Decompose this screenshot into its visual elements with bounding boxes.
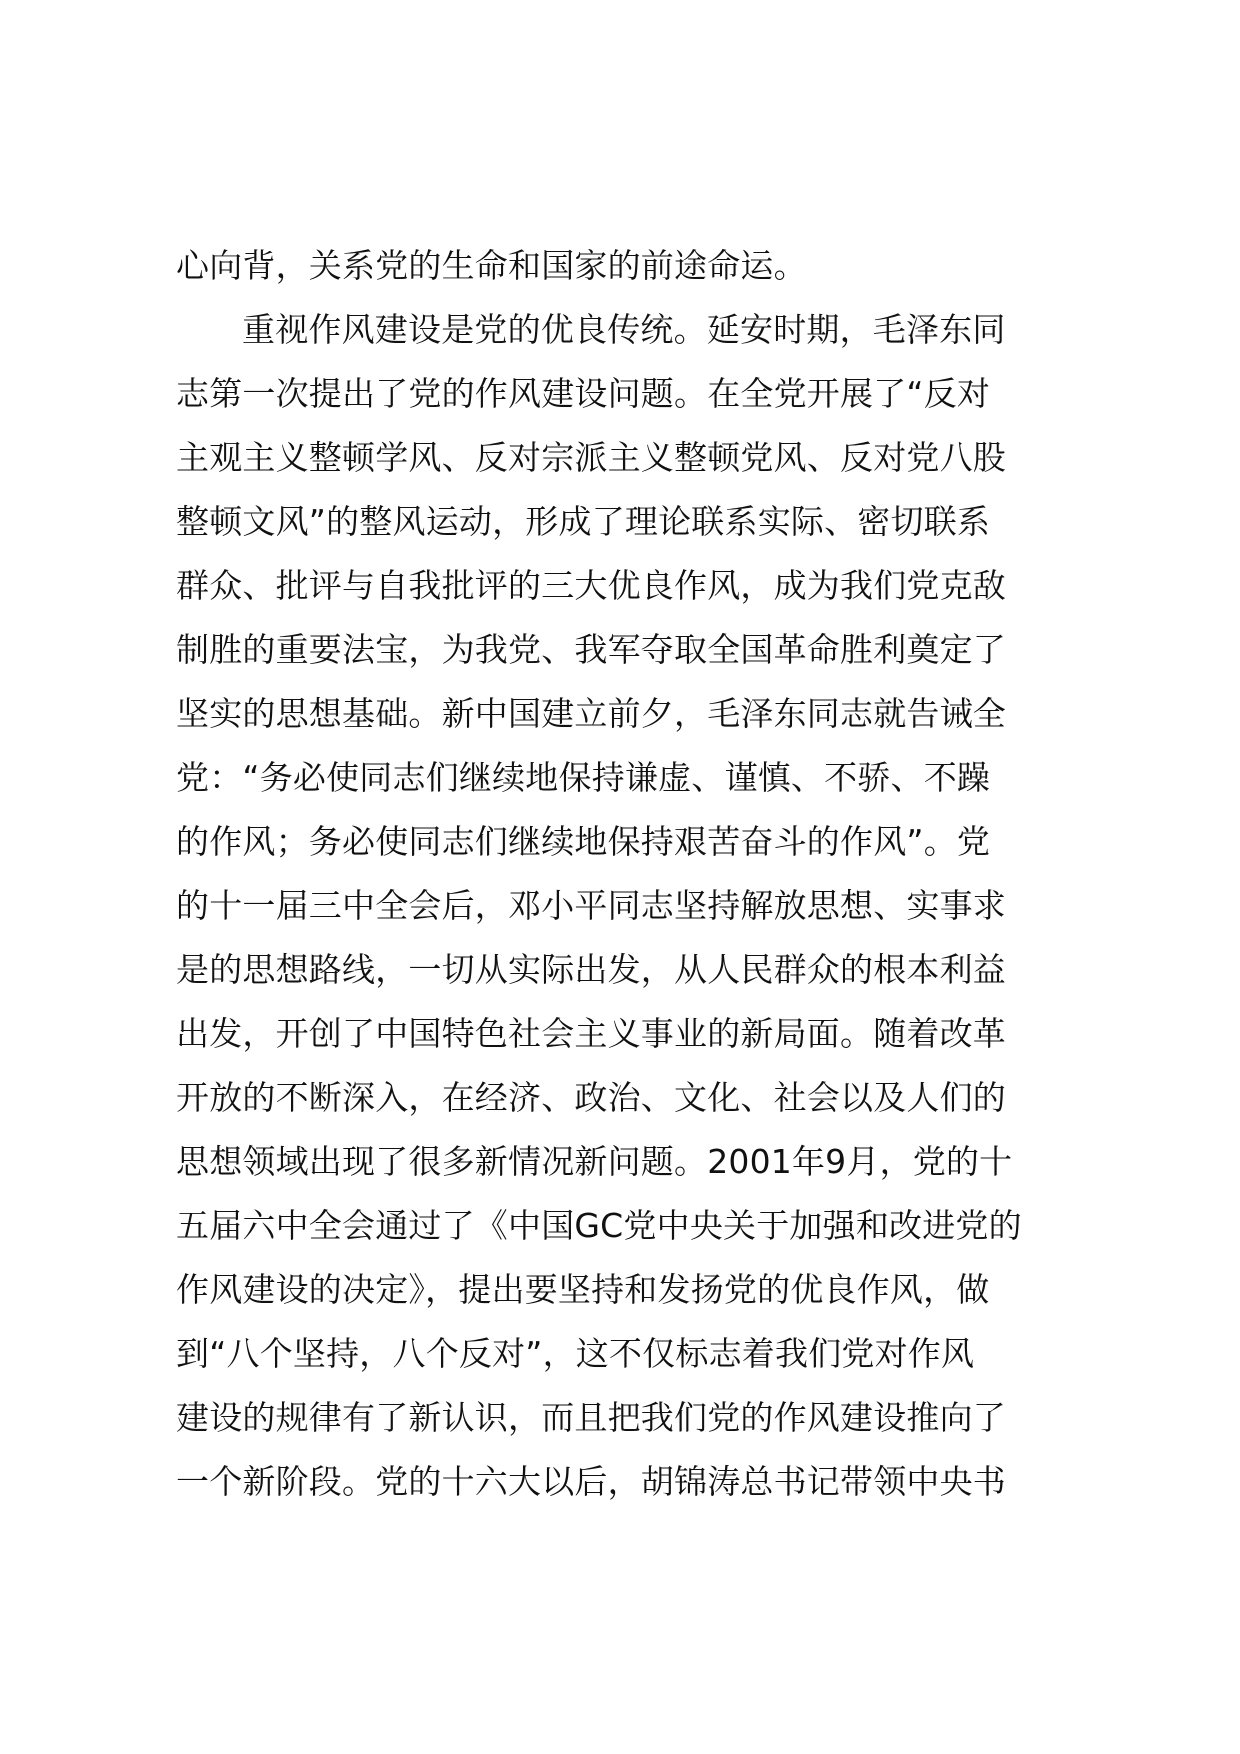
text-line-18: 到“八个坚持，八个反对”，这不仅标志着我们党对作风	[176, 1334, 975, 1373]
text-line-20: 一个新阶段。党的十六大以后，胡锦涛总书记带领中央书	[176, 1462, 1006, 1501]
body-text	[176, 234, 1096, 1514]
text-line-4: 主观主义整顿学风、反对宗派主义整顿党风、反对党八股	[176, 438, 1006, 477]
text-line-17: 作风建设的决定》，提出要坚持和发扬党的优良作风，做	[176, 1270, 990, 1309]
text-line-5: 整顿文风”的整风运动，形成了理论联系实际、密切联系	[176, 502, 991, 541]
text-line-9: 党：“务必使同志们继续地保持谦虚、谨慎、不骄、不躁	[176, 758, 991, 797]
text-line-15: 思想领域出现了很多新情况新问题。2001年9月，党的十	[176, 1142, 1013, 1181]
text-line-8: 坚实的思想基础。新中国建立前夕，毛泽东同志就告诫全	[176, 694, 1006, 733]
text-line-11: 的十一届三中全会后，邓小平同志坚持解放思想、实事求	[176, 886, 1006, 925]
text-line-10: 的作风；务必使同志们继续地保持艰苦奋斗的作风”。党	[176, 822, 991, 861]
paragraph-start-line: 重视作风建设是党的优良传统。延安时期，毛泽东同	[242, 310, 1006, 349]
text-line-16: 五届六中全会通过了《中国GC党中央关于加强和改进党的	[176, 1206, 1022, 1245]
text-line-7: 制胜的重要法宝，为我党、我军夺取全国革命胜利奠定了	[176, 630, 1006, 669]
text-line-12: 是的思想路线，一切从实际出发，从人民群众的根本利益	[176, 950, 1006, 989]
text-line-3: 志第一次提出了党的作风建设问题。在全党开展了“反对	[176, 374, 991, 413]
text-line-1: 心向背，关系党的生命和国家的前途命运。	[176, 246, 807, 285]
text-line-13: 出发，开创了中国特色社会主义事业的新局面。随着改革	[176, 1014, 1006, 1053]
text-line-6: 群众、批评与自我批评的三大优良作风，成为我们党克敌	[176, 566, 1006, 605]
text-line-14: 开放的不断深入，在经济、政治、文化、社会以及人们的	[176, 1078, 1006, 1117]
text-line-19: 建设的规律有了新认识，而且把我们党的作风建设推向了	[176, 1398, 1006, 1437]
